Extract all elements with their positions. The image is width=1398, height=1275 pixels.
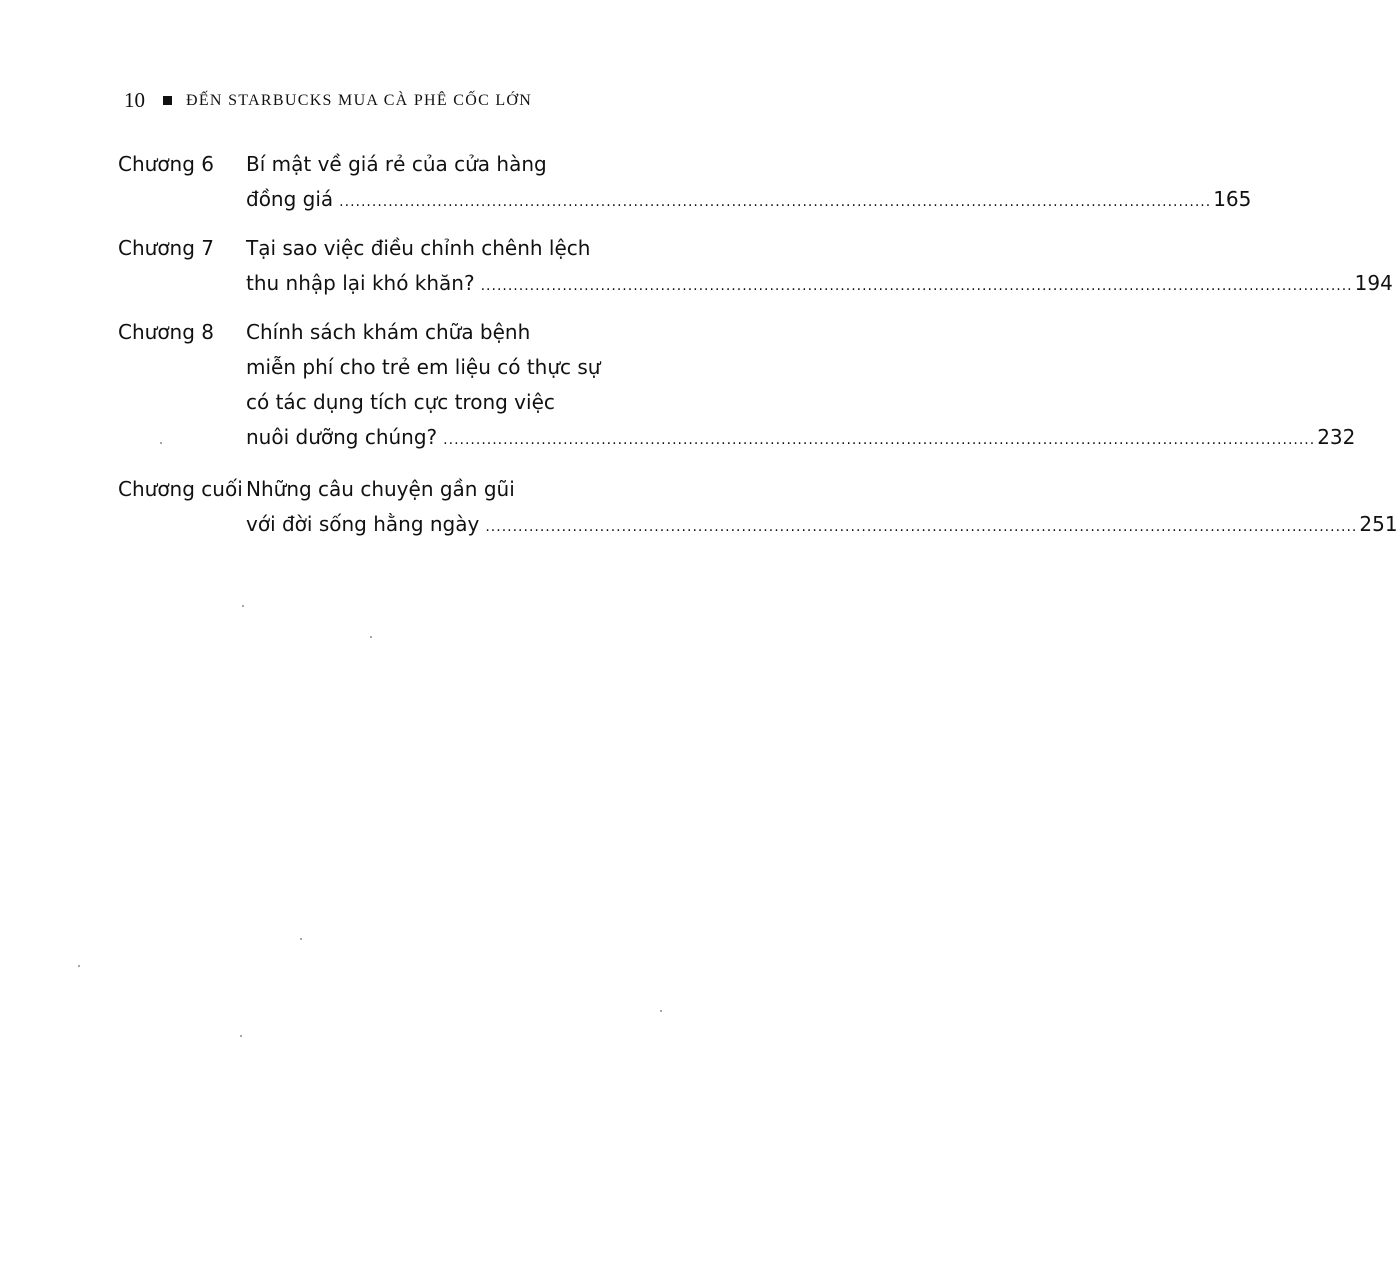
dot-leader: ................................................................................................................................................................ bbox=[480, 278, 1353, 294]
chapter-title bbox=[246, 315, 1356, 455]
page-number: 10 bbox=[124, 88, 145, 112]
title-line: Chính sách khám chữa bệnh bbox=[246, 320, 531, 344]
page-ref: 165 bbox=[1213, 187, 1252, 211]
running-header bbox=[124, 88, 532, 113]
square-bullet-icon bbox=[163, 96, 172, 105]
chapter-label: Chương cuối bbox=[118, 477, 243, 501]
chapter-title bbox=[246, 231, 1393, 301]
scan-speck bbox=[300, 938, 302, 940]
page-ref: 194 bbox=[1354, 271, 1393, 295]
title-line-text: với đời sống hằng ngày bbox=[246, 512, 480, 536]
title-line-last bbox=[246, 420, 1356, 455]
scan-speck bbox=[240, 1035, 242, 1037]
scan-speck bbox=[160, 442, 162, 444]
title-line: Những câu chuyện gần gũi bbox=[246, 477, 515, 501]
page-ref: 251 bbox=[1359, 512, 1398, 536]
title-line: Tại sao việc điều chỉnh chênh lệch bbox=[246, 236, 591, 260]
scan-speck bbox=[78, 965, 80, 967]
title-line-last bbox=[246, 507, 1398, 542]
dot-leader: ................................................................................................................................................................ bbox=[339, 194, 1212, 210]
chapter-label: Chương 7 bbox=[118, 236, 215, 260]
title-line-text: nuôi dưỡng chúng? bbox=[246, 425, 438, 449]
title-line: miễn phí cho trẻ em liệu có thực sự bbox=[246, 355, 601, 379]
dot-leader: ................................................................................................................................................................ bbox=[443, 432, 1316, 448]
scan-speck bbox=[242, 605, 244, 607]
chapter-label: Chương 6 bbox=[118, 152, 215, 176]
title-line-text: thu nhập lại khó khăn? bbox=[246, 271, 475, 295]
running-title: ĐẾN STARBUCKS MUA CÀ PHÊ CỐC LỚN bbox=[186, 91, 533, 109]
chapter-title bbox=[246, 472, 1398, 542]
page-ref: 232 bbox=[1317, 425, 1356, 449]
title-line-text: đồng giá bbox=[246, 187, 334, 211]
dot-leader: ................................................................................................................................................................ bbox=[485, 519, 1358, 535]
scan-speck bbox=[660, 1010, 662, 1012]
title-line: Bí mật về giá rẻ của cửa hàng bbox=[246, 152, 547, 176]
chapter-label: Chương 8 bbox=[118, 320, 215, 344]
title-line-last bbox=[246, 266, 1393, 301]
chapter-title bbox=[246, 147, 1252, 217]
title-line: có tác dụng tích cực trong việc bbox=[246, 390, 555, 414]
scan-speck bbox=[370, 636, 372, 638]
title-line-last bbox=[246, 182, 1252, 217]
